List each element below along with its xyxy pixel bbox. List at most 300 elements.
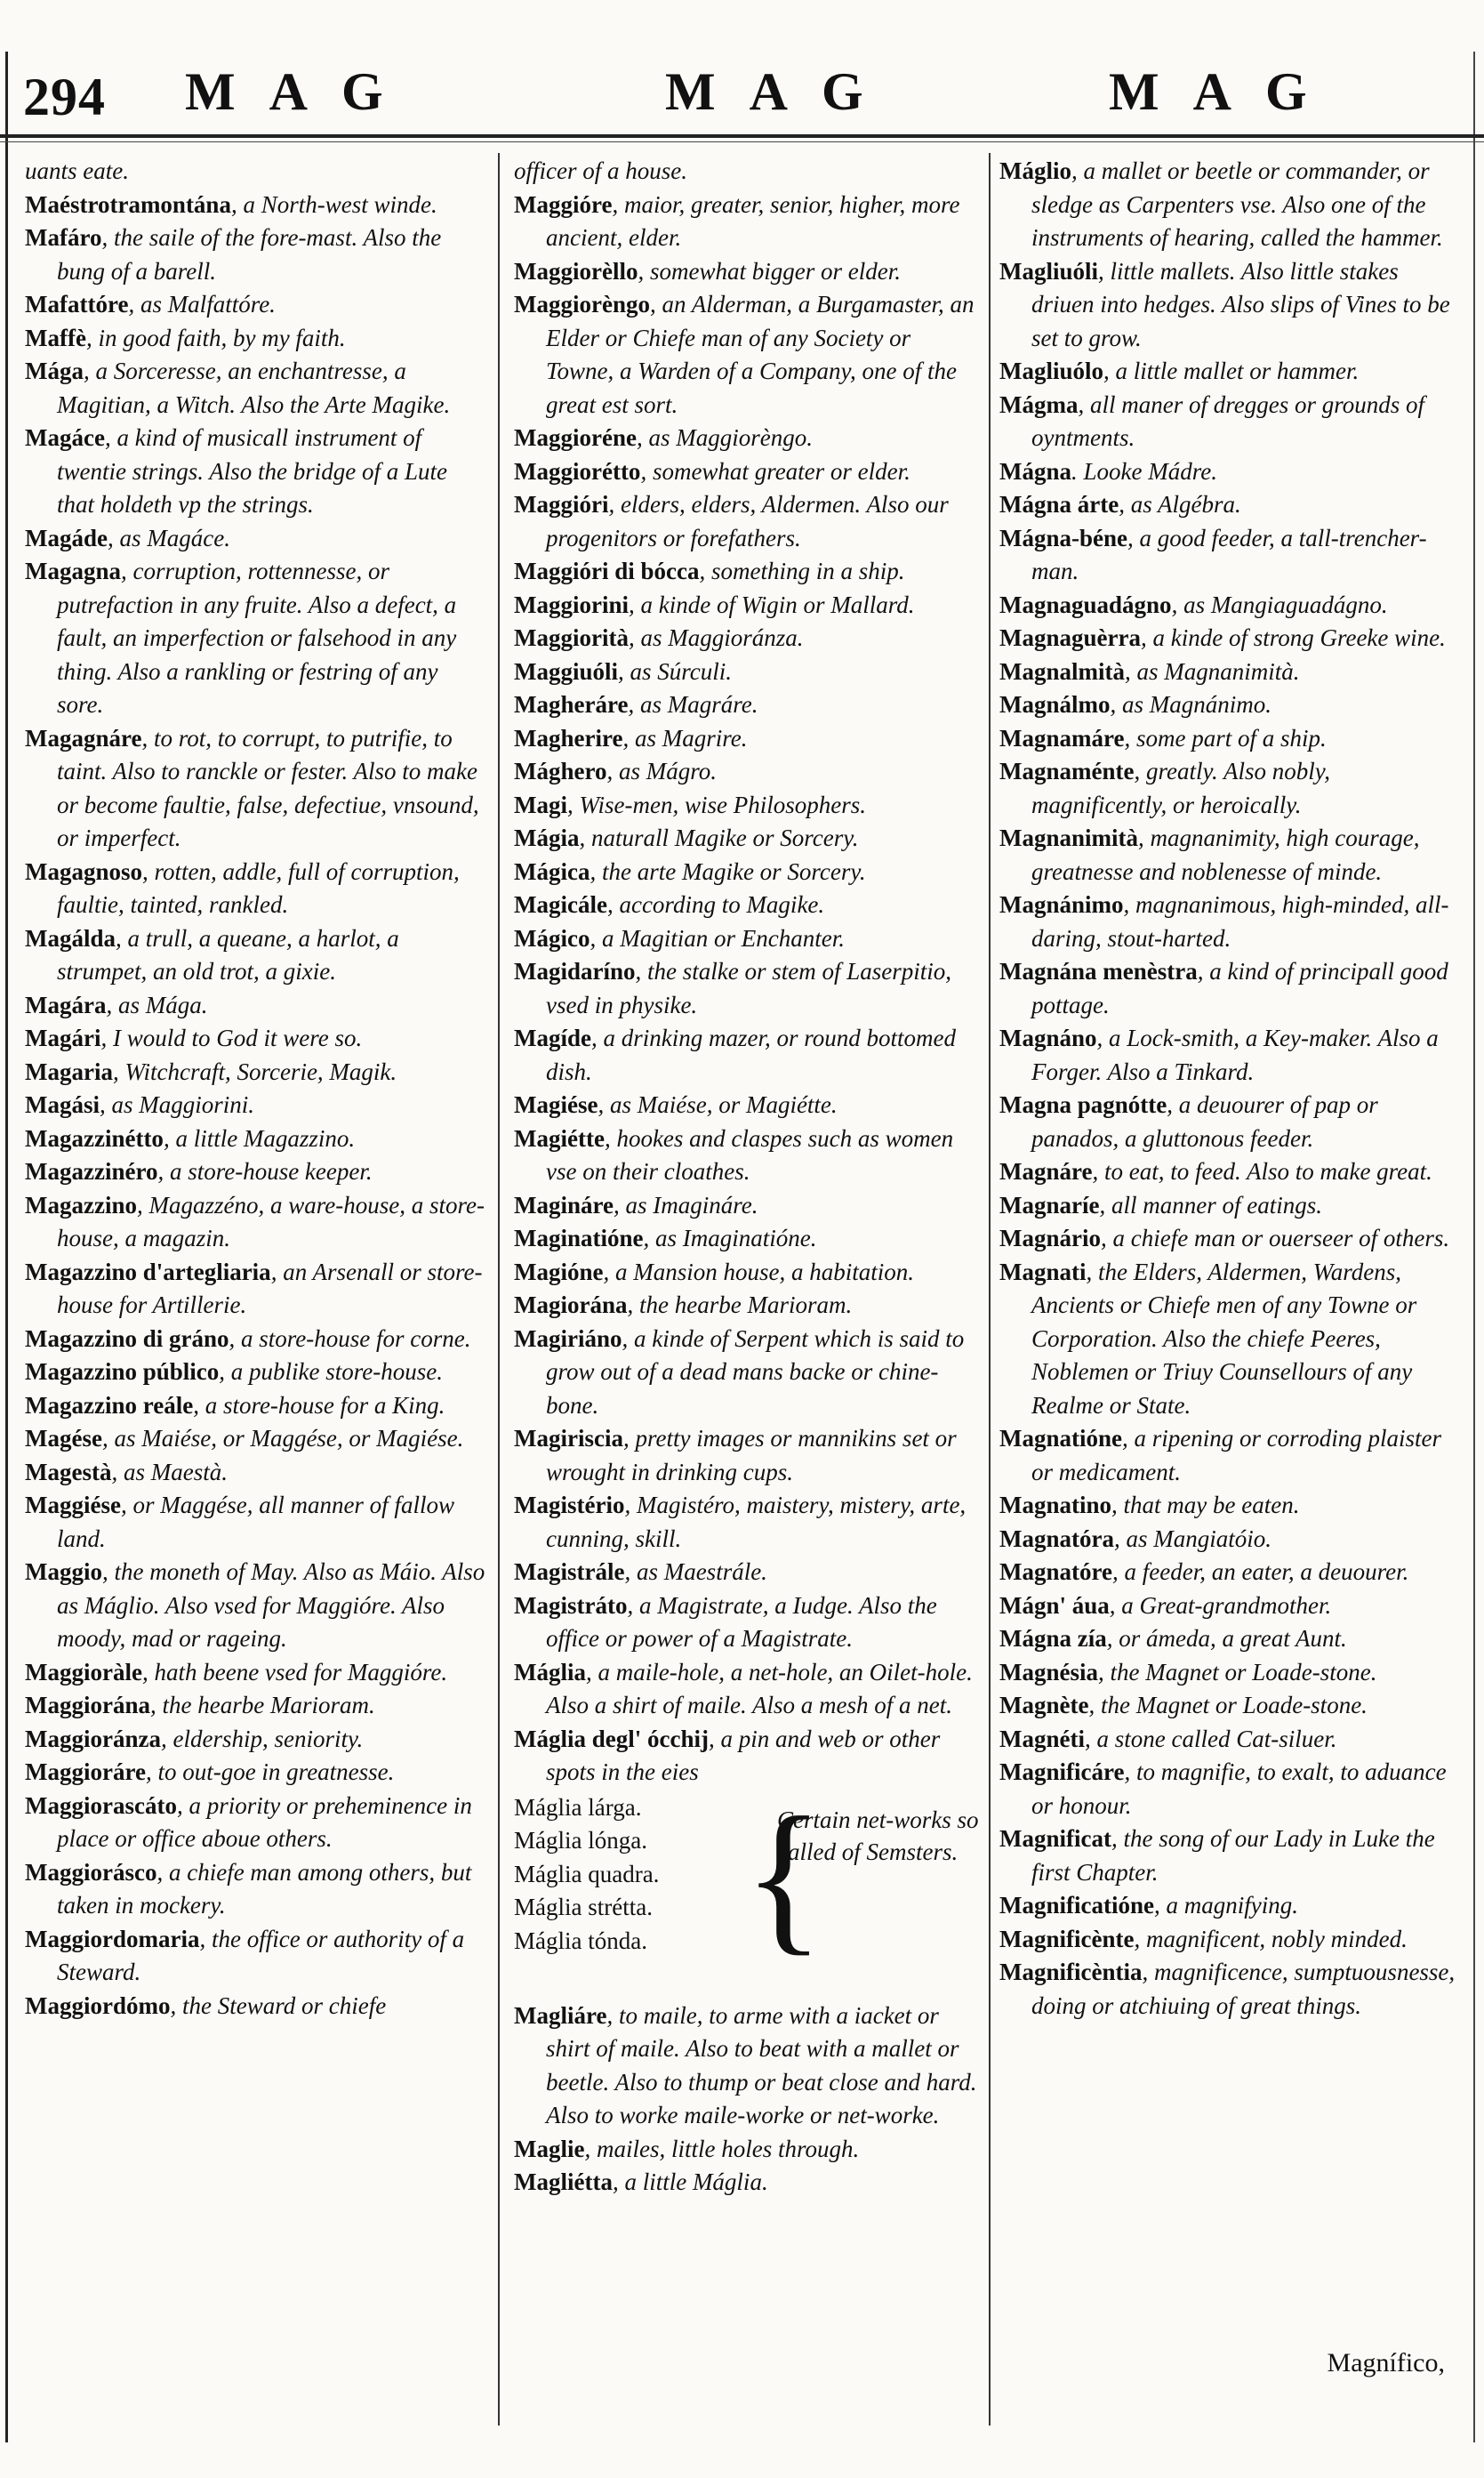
definition: , as Magáce. [107, 524, 230, 551]
dictionary-entry [999, 1489, 1458, 1523]
definition: , a kinde of Serpent which is said to grow out of a dead mans backe or chine-bone. [546, 1324, 965, 1419]
group-headword: Máglia lárga. [514, 1793, 642, 1821]
headword: Maggiorascáto [25, 1791, 177, 1819]
definition: , elders, elders, Aldermen. Also our progenitors or forefathers. [546, 491, 949, 551]
dictionary-entry [514, 155, 978, 189]
dictionary-entry [514, 1999, 978, 2133]
dictionary-entry [514, 656, 978, 689]
definition: , to rot, to corrupt, to putrifie, to taint. Also to ranckle or fester. Also to make or become faultie, false, defectiue, vnsound, or imperfect. [57, 724, 479, 851]
headword: Magnatióne [999, 1425, 1122, 1452]
definition: , as Maggioránza. [628, 624, 804, 651]
headword: Maggióre [514, 190, 613, 218]
definition: , Magistéro, maistery, mistery, arte, cunning, skill. [546, 1492, 967, 1552]
headword: Magnaríe [999, 1191, 1100, 1219]
headword: Magnificèntia [999, 1959, 1143, 1985]
dictionary-entry [25, 288, 485, 322]
definition: , the saile of the fore-mast. Also the bung of a barell. [57, 224, 442, 285]
headword: Mágna-béne [999, 524, 1127, 551]
definition: , the arte Magike or Sorcery. [590, 857, 866, 885]
brace-glyph: { [743, 1782, 825, 1970]
definition: , a Great-grandmother. [1109, 1591, 1332, 1619]
dictionary-entry [999, 1022, 1458, 1089]
dictionary-entry [999, 589, 1458, 623]
dictionary-entry [514, 255, 978, 289]
definition: , as Maiése, or Maggése, or Magiése. [101, 1425, 464, 1452]
headword: Magagna [25, 558, 121, 584]
dictionary-entry [999, 1222, 1458, 1256]
dictionary-entry [514, 722, 978, 756]
column-divider-2 [989, 153, 991, 2426]
dictionary-entry [514, 1723, 978, 1790]
headword: Magnéti [999, 1725, 1085, 1752]
headword: Magnálmo [999, 691, 1111, 718]
dictionary-entry [514, 589, 978, 623]
page-number: 294 [23, 68, 106, 126]
dictionary-entry [514, 1323, 978, 1423]
dictionary-entry [25, 1389, 485, 1423]
headword: Magióne [514, 1258, 604, 1285]
dictionary-entry [25, 1189, 485, 1256]
definition: , an Arsenall or store-house for Artillerie. [57, 1258, 483, 1318]
headword: Maggiorásco [25, 1858, 157, 1886]
dictionary-entry [514, 288, 978, 422]
headword: Maglie [514, 2135, 585, 2162]
dictionary-entry [999, 1956, 1458, 2023]
dictionary-entry [25, 1923, 485, 1990]
dictionary-entry [25, 1323, 485, 1356]
headword: Magiétte [514, 1124, 605, 1152]
definition: , a Lock-smith, a Key-maker. Also a Forger. Also a Tinkard. [1031, 1025, 1439, 1085]
header-rule [0, 134, 1484, 138]
headword: Maggiése [25, 1492, 121, 1518]
dictionary-entry [999, 1189, 1458, 1223]
dictionary-entry [25, 1689, 485, 1723]
definition: , a maile-hole, a net-hole, an Oilet-hole. Also a shirt of maile. Also a mesh of a net. [546, 1658, 973, 1718]
dictionary-entry [999, 1656, 1458, 1690]
header-rule-thin [0, 141, 1484, 142]
headword: Magistrále [514, 1558, 625, 1585]
headword: Maggioréne [514, 424, 637, 451]
definition: , or ámeda, a great Aunt. [1106, 1625, 1347, 1652]
headword: Magestà [25, 1458, 112, 1485]
dictionary-entry [999, 656, 1458, 689]
definition: . Looke Mádre. [1071, 457, 1217, 485]
dictionary-entry [25, 722, 485, 856]
dictionary-entry [999, 1822, 1458, 1889]
definition: , according to Magike. [606, 891, 825, 918]
definition: , somewhat bigger or elder. [638, 257, 901, 285]
dictionary-entry [25, 1489, 485, 1556]
dictionary-entry [999, 1756, 1458, 1822]
definition: , naturall Magike or Sorcery. [579, 825, 859, 851]
definition: , an Alderman, a Burgamaster, an Elder or Chiefe man of any Society or Towne, a Warden of a Company, one of the great est sort. [546, 291, 975, 418]
dictionary-entry [999, 155, 1458, 255]
headword: Magazzino d'artegliaria [25, 1258, 271, 1285]
definition: , the song of our Lady in Luke the first Chapter. [1031, 1825, 1435, 1886]
headword: Magáce [25, 424, 105, 451]
headword: Maginatióne [514, 1225, 644, 1251]
headword: Magaria [25, 1058, 113, 1085]
definition: , as Mangiaguadágno. [1171, 591, 1388, 618]
headword: Magnatóre [999, 1558, 1112, 1585]
headword: Magnificat [999, 1825, 1111, 1852]
headword: Maggiordomaria [25, 1925, 200, 1952]
headword: Magináre [514, 1191, 614, 1219]
definition: , little mallets. Also little stakes driuen into hedges. Also slips of Vines to be set to grow. [1031, 257, 1450, 351]
headword: Magiriscia [514, 1425, 623, 1452]
definition: , to maile, to arme with a iacket or shirt of maile. Also to beat with a mallet or beetle. Also to thump or beat close and hard. Also to worke maile-worke or net-worke. [546, 2001, 977, 2128]
dictionary-entry [514, 1089, 978, 1122]
definition: , as Magnanimità. [1125, 657, 1300, 685]
header-word-left: MAG [185, 62, 417, 121]
headword: Magnalmità [999, 657, 1125, 685]
group-headword: Máglia lónga. [514, 1827, 647, 1854]
headword: Maggioràle [25, 1658, 142, 1686]
headword: Magnésia [999, 1658, 1098, 1686]
headword: Magiriáno [514, 1324, 622, 1352]
dictionary-entry [999, 1256, 1458, 1423]
headword: Magazzinéro [25, 1158, 158, 1185]
headword: Magnamáre [999, 724, 1125, 752]
headword: Mágn' áua [999, 1591, 1110, 1619]
headword: Magistério [514, 1492, 625, 1518]
dictionary-entry [514, 688, 978, 722]
dictionary-entry [514, 1222, 978, 1256]
dictionary-entry [514, 1556, 978, 1589]
dictionary-entry [514, 422, 978, 455]
dictionary-entry [514, 789, 978, 823]
definition: , a little Máglia. [612, 2168, 768, 2195]
definition: , hookes and claspes such as women vse on their cloathes. [546, 1124, 954, 1185]
headword: Magliétta [514, 2168, 613, 2195]
definition: , the Magnet or Loade-stone. [1088, 1692, 1368, 1718]
dictionary-entry [514, 922, 978, 956]
definition: , maior, greater, senior, higher, more ancient, elder. [546, 190, 960, 251]
headword: Mágna [999, 457, 1071, 485]
dictionary-entry [999, 955, 1458, 1022]
column-1 [25, 155, 485, 2023]
definition: , a good feeder, a tall-trencher-man. [1031, 524, 1427, 584]
headword: Magálda [25, 924, 116, 952]
headword: Mafáro [25, 224, 102, 251]
definition: , a publike store-house. [219, 1358, 443, 1385]
headword: Magazzino público [25, 1358, 220, 1385]
definition: , a little Magazzino. [163, 1124, 356, 1152]
dictionary-entry [25, 1856, 485, 1923]
definition: officer of a house. [514, 157, 687, 184]
headword: Magnati [999, 1258, 1087, 1285]
definition: , the hearbe Marioram. [150, 1692, 375, 1718]
definition: , a North-west winde. [230, 190, 437, 218]
dictionary-entry [25, 1056, 485, 1090]
definition: , magnificence, sumptuousnesse, doing or atchiuing of great things. [1031, 1959, 1456, 2019]
definition: , a trull, a queane, a harlot, a strumpet, an old trot, a gixie. [57, 924, 399, 985]
headword: Magnário [999, 1225, 1101, 1251]
dictionary-entry [25, 221, 485, 288]
headword: Magiése [514, 1091, 598, 1118]
dictionary-entry [514, 856, 978, 889]
catchword: Magnífico, [1327, 2348, 1445, 2377]
definition: , or Maggése, all manner of fallow land. [57, 1492, 454, 1552]
headword: Magnaguadágno [999, 591, 1172, 618]
dictionary-entry [514, 1489, 978, 1556]
definition: , all maner of dregges or grounds of oyntments. [1031, 390, 1424, 451]
definition: , as Malfattóre. [128, 291, 276, 318]
dictionary-entry [25, 1556, 485, 1656]
headword: Magliuóli [999, 257, 1099, 285]
definition: , Witchcraft, Sorcerie, Magik. [112, 1058, 397, 1085]
headword: Magnatino [999, 1492, 1112, 1518]
dictionary-entry [25, 1790, 485, 1856]
dictionary-entry [25, 1656, 485, 1690]
definition: , as Algébra. [1119, 491, 1241, 518]
headword: Magazzino reále [25, 1391, 194, 1419]
headword: Magnáno [999, 1025, 1097, 1051]
dictionary-entry [25, 1155, 485, 1189]
headword: Magazzino di gráno [25, 1324, 229, 1352]
dictionary-entry [999, 1089, 1458, 1155]
headword: Mágica [514, 857, 590, 885]
headword: Magíde [514, 1025, 591, 1051]
dictionary-entry [25, 522, 485, 556]
dictionary-entry [514, 2166, 978, 2200]
definition: , a magnifying. [1153, 1892, 1298, 1919]
dictionary-entry [999, 355, 1458, 389]
dictionary-entry [999, 1422, 1458, 1489]
headword: Magára [25, 991, 107, 1018]
headword: Magnificatióne [999, 1892, 1154, 1919]
dictionary-entry [514, 822, 978, 856]
headword: Magagnoso [25, 857, 143, 885]
dictionary-entry [514, 1289, 978, 1323]
dictionary-entry [25, 989, 485, 1023]
headword: Magnaguèrra [999, 624, 1141, 651]
definition: , a feeder, an eater, a deuourer. [1111, 1558, 1409, 1585]
definition: , as Mágro. [606, 758, 717, 784]
headword: Magagnáre [25, 724, 142, 752]
headword: Máglia [514, 1658, 586, 1686]
header-word-center: MAG [665, 62, 897, 121]
dictionary-entry [25, 189, 485, 222]
definition: , some part of a ship. [1124, 724, 1327, 752]
headword: Magheráre [514, 691, 629, 718]
headword: Magherire [514, 724, 623, 752]
definition: , that may be eaten. [1111, 1492, 1300, 1518]
dictionary-entry [514, 455, 978, 489]
headword: Maéstrotramontána [25, 190, 231, 218]
definition: , a Mansion house, a habitation. [603, 1258, 914, 1285]
dictionary-entry [999, 1923, 1458, 1957]
headword: Magése [25, 1425, 102, 1452]
dictionary-entry [514, 1422, 978, 1489]
dictionary-entry [999, 889, 1458, 955]
headword: Mágma [999, 390, 1079, 418]
dictionary-entry [25, 322, 485, 356]
definition: , I would to God it were so. [100, 1025, 363, 1051]
definition: , as Maiése, or Magiétte. [598, 1091, 838, 1118]
definition: , corruption, rottennesse, or putrefaction in any fruite. Also a defect, a fault, an imperfection or falsehood in any thing. Also a rankling or festring of any sore. [57, 558, 457, 718]
headword: Mághero [514, 758, 607, 784]
definition: , a little mallet or hammer. [1103, 358, 1360, 384]
running-header [0, 49, 1484, 147]
definition: , a chiefe man among others, but taken in mockery. [57, 1858, 472, 1919]
headword: Máglio [999, 157, 1071, 184]
definition: , pretty images or mannikins set or wrought in drinking cups. [546, 1425, 957, 1485]
headword: Magiorána [514, 1291, 628, 1318]
definition: , a kinde of Wigin or Mallard. [629, 591, 915, 618]
dictionary-entry [514, 755, 978, 789]
dictionary-entry [514, 955, 978, 1022]
headword: Maggioráre [25, 1758, 146, 1785]
definition: , to eat, to feed. Also to make great. [1092, 1158, 1432, 1185]
dictionary-entry [999, 1689, 1458, 1723]
headword: Magári [25, 1025, 101, 1051]
group-items [514, 1791, 659, 1959]
definition: , as Imagináre. [613, 1191, 758, 1219]
dictionary-entry [514, 488, 978, 555]
dictionary-entry [999, 1889, 1458, 1923]
dictionary-entry [25, 1723, 485, 1757]
headword: Maggioránza [25, 1725, 161, 1752]
headword: Magistráto [514, 1591, 628, 1619]
definition: , magnificent, nobly minded. [1134, 1925, 1408, 1952]
dictionary-entry [999, 755, 1458, 822]
headword: Mágia [514, 825, 580, 851]
dictionary-entry [999, 1589, 1458, 1623]
headword: Máglia degl' ócchij [514, 1725, 709, 1752]
headword: Mágico [514, 924, 590, 952]
definition: , the stalke or stem of Laserpitio, vsed in physike. [546, 958, 951, 1018]
definition: , as Maggiorèngo. [636, 424, 813, 451]
column-3 [999, 155, 1458, 2023]
dictionary-entry [999, 722, 1458, 756]
definition: , a Magistrate, a Iudge. Also the office or power of a Magistrate. [546, 1591, 937, 1652]
dictionary-entry [25, 1356, 485, 1389]
definition: , the hearbe Marioram. [627, 1291, 853, 1318]
headword: Mágna árte [999, 491, 1119, 518]
dictionary-entry [514, 189, 978, 255]
bracketed-entry-group [514, 1782, 979, 1996]
dictionary-entry [514, 1589, 978, 1656]
headword: Magnána menèstra [999, 958, 1198, 985]
headword: Magnáre [999, 1158, 1093, 1185]
dictionary-entry [25, 1422, 485, 1456]
definition: , a ripening or corroding plaister or medicament. [1031, 1425, 1442, 1485]
dictionary-entry [25, 155, 485, 189]
definition: , a priority or preheminence in place or office aboue others. [57, 1791, 472, 1852]
dictionary-entry [25, 1990, 485, 2023]
dictionary-entry [514, 2133, 978, 2167]
headword: Maggiorèngo [514, 291, 650, 318]
dictionary-entry [514, 1122, 978, 1189]
headword: Maggiorétto [514, 457, 641, 485]
dictionary-entry [514, 622, 978, 656]
definition: , a deuourer of pap or panados, a gluttonous feeder. [1031, 1091, 1378, 1152]
header-word-right: MAG [1109, 62, 1341, 121]
headword: Magnificènte [999, 1925, 1135, 1952]
group-headword: Máglia tónda. [514, 1927, 647, 1954]
definition: , somewhat greater or elder. [640, 457, 910, 485]
headword: Maggiordómo [25, 1991, 171, 2019]
definition: , all manner of eatings. [1099, 1191, 1322, 1219]
definition: , as Maggiorini. [100, 1091, 255, 1118]
definition: , the moneth of May. Also as Máio. Also as Máglio. Also vsed for Maggióre. Also moody, mad or rageing. [57, 1558, 485, 1652]
definition: , a mallet or beetle or commander, or sledge as Carpenters vse. Also one of the instruments of hearing, called the hammer. [1031, 157, 1443, 251]
group-headword: Máglia strétta. [514, 1894, 653, 1920]
dictionary-entry [25, 1022, 485, 1056]
definition: , greatly. Also nobly, magnificently, or heroically. [1031, 758, 1330, 818]
definition: uants eate. [25, 157, 129, 184]
headword: Magnète [999, 1692, 1089, 1718]
dictionary-entry [999, 688, 1458, 722]
dictionary-entry [25, 355, 485, 422]
headword: Magidaríno [514, 958, 636, 985]
headword: Mága [25, 358, 84, 384]
definition: , as Imaginatióne. [643, 1225, 817, 1251]
definition: , a Sorceresse, an enchantresse, a Magitian, a Witch. Also the Arte Magike. [57, 358, 451, 418]
dictionary-entry [999, 1523, 1458, 1557]
definition: , as Mangiatóio. [1113, 1525, 1271, 1552]
definition: , a store-house for a King. [193, 1391, 445, 1419]
dictionary-entry [999, 1622, 1458, 1656]
dictionary-entry [999, 622, 1458, 656]
definition: , as Mága. [106, 991, 208, 1018]
definition: , a store-house for corne. [229, 1324, 471, 1352]
dictionary-entry [25, 1256, 485, 1323]
headword: Magi [514, 791, 567, 818]
headword: Magna pagnótte [999, 1091, 1167, 1118]
definition: , a stone called Cat-siluer. [1084, 1725, 1337, 1752]
dictionary-entry [514, 555, 978, 589]
group-definition: Certain net-works so called of Semsters. [777, 1806, 979, 1865]
headword: Mafattóre [25, 291, 129, 318]
dictionary-entry [514, 1189, 978, 1223]
definition: , as Magráre. [628, 691, 758, 718]
dictionary-entry [514, 889, 978, 922]
definition: , something in a ship. [699, 558, 905, 584]
dictionary-entry [25, 1756, 485, 1790]
dictionary-entry [999, 1155, 1458, 1189]
dictionary-entry [25, 1456, 485, 1490]
definition: , as Magnánimo. [1110, 691, 1271, 718]
definition: , mailes, little holes through. [584, 2135, 860, 2162]
dictionary-entry [25, 856, 485, 922]
definition: , the Steward or chiefe [170, 1991, 387, 2019]
dictionary-entry [999, 389, 1458, 455]
dictionary-entry [514, 1656, 978, 1723]
definition: , hath beene vsed for Maggióre. [141, 1658, 448, 1686]
headword: Magáde [25, 524, 108, 551]
definition: , a Magitian or Enchanter. [590, 924, 845, 952]
definition: , a drinking mazer, or round bottomed dish. [546, 1025, 956, 1085]
headword: Magazzinétto [25, 1124, 164, 1152]
dictionary-entry [999, 1556, 1458, 1589]
definition: , Magazzéno, a ware-house, a store-house, a magazin. [57, 1191, 485, 1251]
dictionary-entry [999, 255, 1458, 356]
column-2 [514, 155, 978, 2200]
dictionary-entry [999, 822, 1458, 889]
headword: Maggióri di bócca [514, 558, 700, 584]
definition: , to magnifie, to exalt, to aduance or honour. [1031, 1758, 1447, 1819]
definition: , a kind of principall good pottage. [1031, 958, 1448, 1018]
definition: , a pin and web or other spots in the eies [546, 1725, 941, 1785]
definition: , eldership, seniority. [160, 1725, 364, 1752]
definition: , to out-goe in greatnesse. [145, 1758, 395, 1785]
definition: , a kind of musicall instrument of twentie strings. Also the bridge of a Lute that holdeth vp the strings. [57, 424, 448, 518]
headword: Maggióri [514, 491, 609, 518]
dictionary-entry [514, 1256, 978, 1290]
definition: , as Magrire. [622, 724, 748, 752]
